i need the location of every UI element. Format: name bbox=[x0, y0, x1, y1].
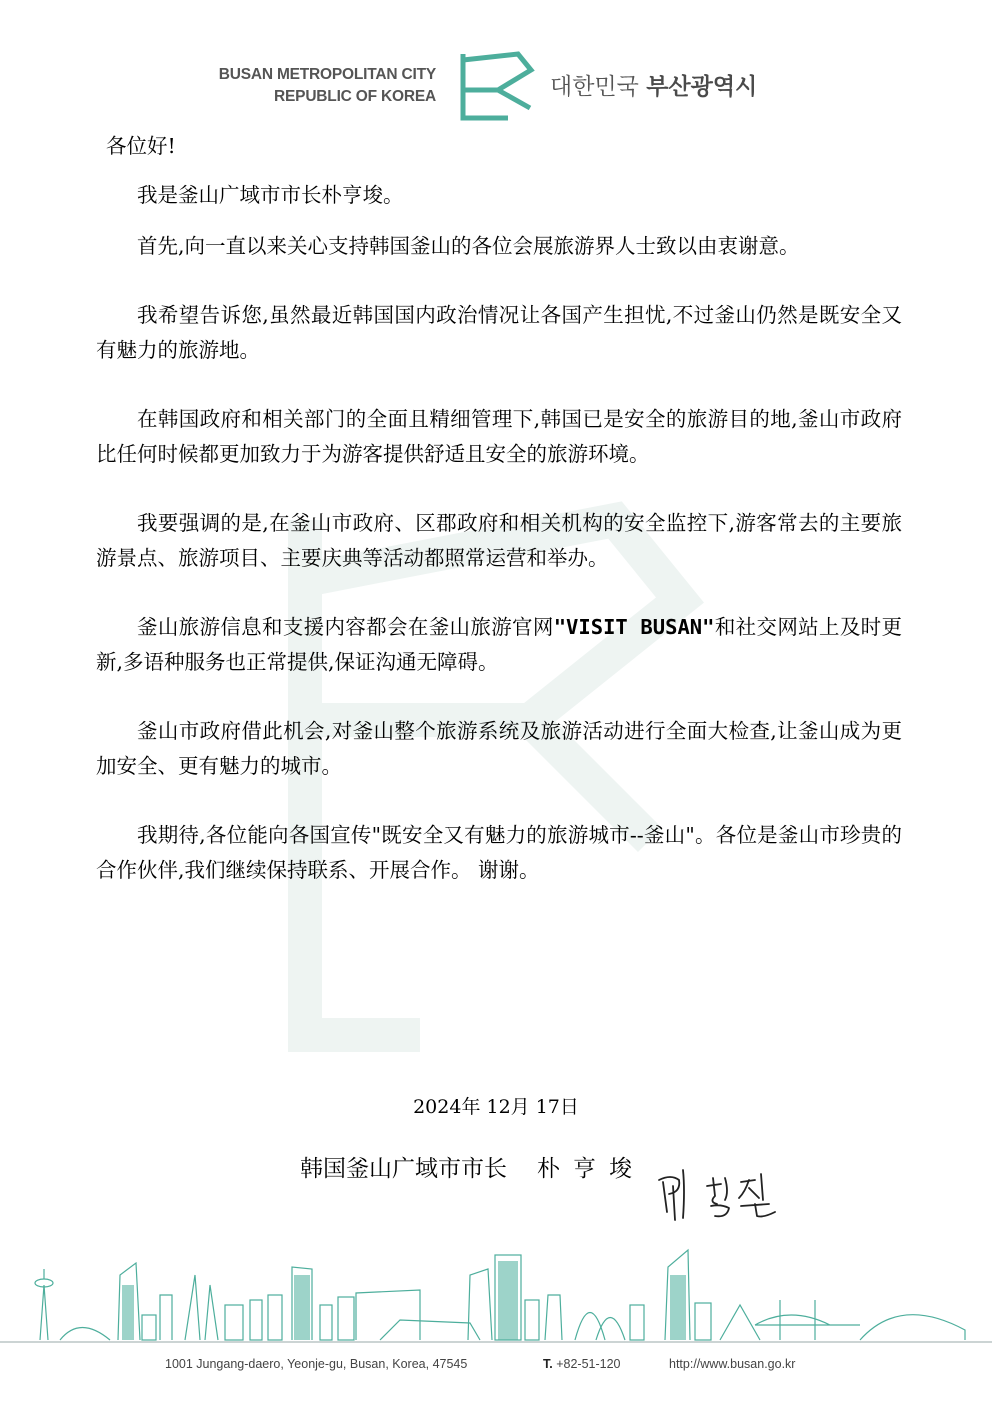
country-name-ko: 대한민국 bbox=[550, 74, 639, 100]
footer-phone bbox=[543, 1357, 621, 1371]
busan-b-logo-icon bbox=[458, 50, 536, 122]
signer-line bbox=[300, 1150, 645, 1183]
paragraph-thanks: 首先,向一直以来关心支持韩国釜山的各位会展旅游界人士致以由衷谢意。 bbox=[137, 234, 800, 258]
city-name-english bbox=[219, 64, 436, 108]
paragraph-government: 在韩国政府和相关部门的全面且精细管理下,韩国已是安全的旅游目的地,釜山市政府比任何时候都更加致力于为游客提供舒适且安全的旅游环境。 bbox=[96, 407, 902, 466]
paragraph-safety: 我希望告诉您,虽然最近韩国国内政治情况让各国产生担忧,不过釜山仍然是既安全又有魅力的旅游地。 bbox=[96, 303, 902, 362]
letter-body bbox=[96, 128, 902, 922]
busan-skyline-illustration bbox=[0, 1245, 992, 1350]
city-name-korean bbox=[550, 68, 757, 101]
signer-title: 韩国釜山广域市市长 bbox=[300, 1156, 507, 1182]
letterhead bbox=[0, 0, 992, 130]
city-name-ko: 부산광역시 bbox=[646, 74, 758, 100]
paragraph-inspection: 釜山市政府借此机会,对釜山整个旅游系统及旅游活动进行全面大检查,让釜山成为更加安全、更有魅力的城市。 bbox=[96, 719, 902, 778]
greeting: 各位好! bbox=[106, 134, 176, 158]
letterhead-footer bbox=[0, 1357, 992, 1379]
paragraph-visit-busan bbox=[96, 610, 902, 680]
city-name-en-line2: REPUBLIC OF KOREA bbox=[274, 88, 436, 105]
visit-busan-text-after: 和社交网站上及时更新,多语种服务也正常提供,保证沟通无障碍。 bbox=[96, 615, 903, 674]
handwritten-signature bbox=[645, 1160, 805, 1230]
phone-label: T. bbox=[543, 1357, 553, 1371]
letter-date: 2024年 12月 17日 bbox=[413, 1096, 579, 1118]
phone-number: +82-51-120 bbox=[556, 1357, 621, 1371]
signer-name: 朴亨埈 bbox=[537, 1156, 645, 1182]
visit-busan-highlight: "VISIT BUSAN" bbox=[553, 615, 715, 639]
city-name-en-line1: BUSAN METROPOLITAN CITY bbox=[218, 66, 436, 83]
paragraph-closing: 我期待,各位能向各国宣传"既安全又有魅力的旅游城市--釜山"。各位是釜山市珍贵的合作伙伴,我们继续保持联系、开展合作。 谢谢。 bbox=[96, 823, 902, 882]
footer-address: 1001 Jungang-daero, Yeonje-gu, Busan, Korea, 47545 bbox=[165, 1357, 468, 1371]
paragraph-events: 我要强调的是,在釜山市政府、区郡政府和相关机构的安全监控下,游客常去的主要旅游景点、旅游项目、主要庆典等活动都照常运营和举办。 bbox=[96, 511, 902, 570]
footer-website: http://www.busan.go.kr bbox=[669, 1357, 796, 1371]
paragraph-intro: 我是釜山广域市市长朴亨埈。 bbox=[137, 183, 404, 207]
visit-busan-text-before: 釜山旅游信息和支援内容都会在釜山旅游官网 bbox=[137, 615, 554, 639]
